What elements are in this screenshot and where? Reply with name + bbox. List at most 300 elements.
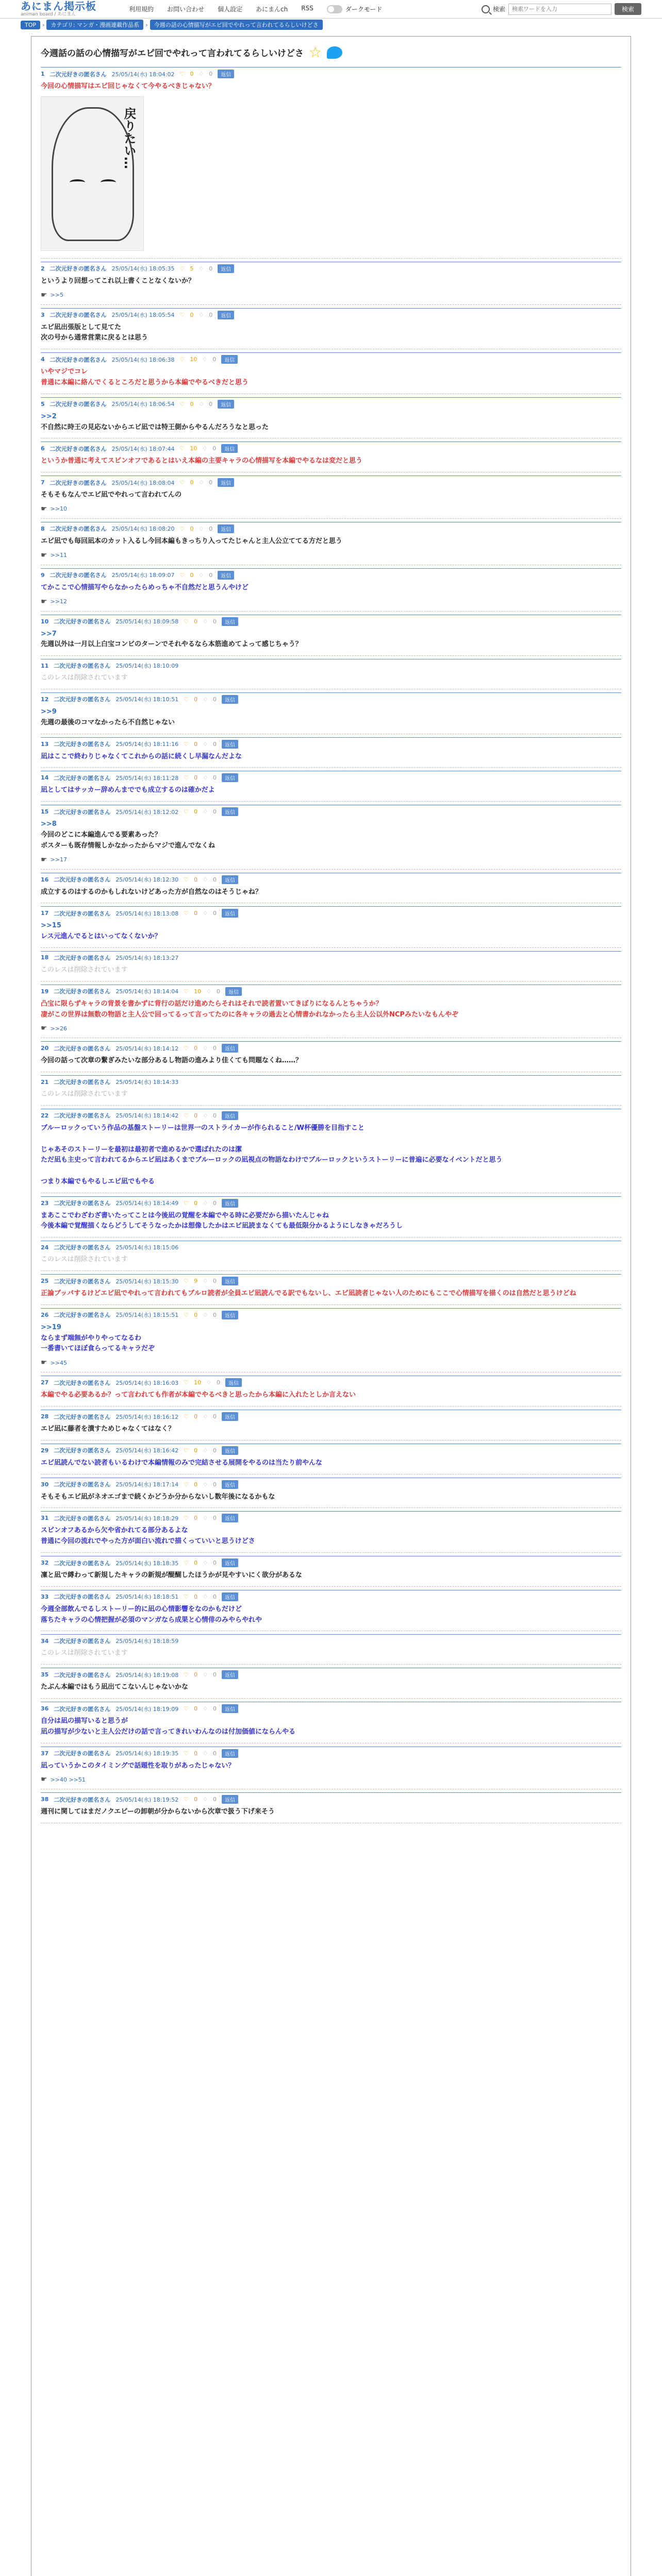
post-number[interactable]: 17 (41, 910, 49, 917)
post-date: 25/05/14(水) 18:12:02 (115, 808, 179, 816)
bad-icon[interactable]: ♢ (203, 1413, 208, 1420)
post-body: 凪はここで終わりじゃなくてこれからの話に続くし早漏なんだよな (41, 752, 242, 760)
post-meta (41, 873, 621, 884)
bad-icon[interactable]: ♢ (203, 1750, 208, 1757)
post-date: 25/05/14(水) 18:08:04 (111, 479, 175, 486)
post-number[interactable]: 8 (41, 525, 45, 532)
reply-button[interactable]: 返信 (218, 524, 234, 533)
search-input[interactable] (508, 4, 611, 15)
post-body: このレスは削除されています (41, 1649, 128, 1657)
post-meta (41, 1702, 621, 1713)
good-icon[interactable]: ♡ (184, 1413, 189, 1420)
post-date: 25/05/14(水) 18:19:09 (115, 1705, 179, 1713)
pointing-hand-icon: ☛ (41, 1775, 47, 1784)
good-count: 0 (194, 1593, 198, 1600)
post-number[interactable]: 7 (41, 479, 45, 486)
good-icon[interactable]: ♡ (179, 71, 185, 77)
post-meta (41, 692, 621, 704)
post-number[interactable]: 11 (41, 662, 49, 669)
post-number[interactable]: 5 (41, 400, 45, 408)
post-date: 25/05/14(水) 18:16:42 (115, 1447, 179, 1454)
reply-button[interactable]: 返信 (222, 875, 238, 884)
reply-anchor[interactable]: >>26 (50, 1025, 67, 1032)
reply-button[interactable]: 返信 (218, 264, 234, 273)
bad-count: 0 (212, 1515, 217, 1522)
bad-count: 0 (209, 525, 213, 532)
reply-links (41, 1775, 621, 1784)
post-item (41, 1106, 621, 1193)
post-date: 25/05/14(水) 18:09:58 (115, 618, 179, 625)
reply-button[interactable]: 返信 (218, 478, 234, 487)
post-body: 本編でやる必要あるか？って言われても作者が本編でやるべきと思ったから本編に入れたとしか言えない (41, 1391, 356, 1399)
post-item (41, 1038, 621, 1072)
good-icon[interactable]: ♡ (179, 571, 185, 579)
poster-name: 二次元好きの匿名さん (54, 1560, 111, 1567)
favorite-star-icon[interactable]: ☆ (309, 44, 322, 61)
reply-button[interactable]: 返信 (222, 1277, 238, 1285)
post-date: 25/05/14(水) 18:13:27 (115, 954, 179, 961)
good-icon[interactable]: ♡ (184, 1112, 189, 1119)
post-number[interactable]: 23 (41, 1199, 49, 1207)
post-body[interactable]: >>19 (41, 1323, 61, 1331)
good-icon[interactable]: ♡ (184, 740, 189, 748)
post-number[interactable]: 26 (41, 1311, 49, 1318)
good-count: 10 (190, 356, 197, 363)
post-date: 25/05/14(水) 18:10:09 (115, 663, 179, 670)
post-number[interactable]: 33 (41, 1593, 49, 1600)
post-body[interactable]: >>8 (41, 820, 57, 828)
bad-count: 0 (209, 265, 213, 272)
post-body[interactable]: >>9 (41, 707, 57, 716)
good-icon[interactable]: ♡ (184, 1481, 189, 1488)
poster-name: 二次元好きの匿名さん (54, 1638, 111, 1645)
post-body: 先週以外は一月以上白宝コンビのターンでそれやるなら本筋進めてよって感じちゃう？ (41, 640, 302, 649)
bad-icon[interactable]: ♢ (198, 479, 204, 486)
nav-settings[interactable]: 個人設定 (218, 6, 243, 13)
post-meta (41, 985, 621, 996)
post-number[interactable]: 34 (41, 1637, 49, 1645)
post-number[interactable]: 14 (41, 774, 49, 782)
good-count: 0 (194, 876, 198, 883)
reply-anchor[interactable]: >>45 (50, 1359, 67, 1366)
good-icon[interactable]: ♡ (184, 1278, 189, 1285)
bad-icon[interactable]: ♢ (198, 311, 204, 318)
poster-name: 二次元好きの匿名さん (54, 1796, 111, 1803)
bad-count: 0 (212, 1278, 217, 1285)
post-item (41, 802, 621, 869)
post-date: 25/05/14(水) 18:14:04 (115, 988, 179, 995)
bad-icon[interactable]: ♢ (203, 1278, 208, 1285)
pointing-hand-icon: ☛ (41, 504, 47, 513)
good-count: 0 (190, 311, 194, 318)
post-date: 25/05/14(水) 18:05:35 (111, 265, 175, 273)
post-body: ならまず端無がやりやってなるわ 一番書いてほぼ食らってるキャラだぞ (41, 1334, 155, 1353)
bad-icon[interactable]: ♢ (203, 1560, 208, 1567)
bad-icon[interactable]: ♢ (203, 1796, 208, 1803)
post-body: 凜と凪で縛わって新規したキャラの新規が醍醐したほうかが見やすいにく欲分があるな (41, 1571, 302, 1580)
good-icon[interactable]: ♡ (184, 1796, 189, 1803)
post-meta (41, 737, 621, 749)
post-date: 25/05/14(水) 18:18:59 (115, 1638, 179, 1645)
character-eye (70, 179, 85, 185)
reply-button[interactable]: 返信 (222, 1592, 238, 1601)
post-item (41, 903, 621, 948)
twitter-share-icon[interactable] (327, 46, 342, 59)
good-icon[interactable]: ♡ (184, 1045, 189, 1052)
poster-name: 二次元好きの匿名さん (49, 401, 107, 408)
reply-button[interactable]: 返信 (222, 1514, 238, 1522)
post-number[interactable]: 13 (41, 740, 49, 748)
reply-button[interactable]: 返信 (221, 444, 238, 453)
bad-icon[interactable]: ♢ (198, 71, 204, 77)
bad-icon[interactable]: ♢ (203, 1705, 208, 1713)
post-body: たぶん本編ではもう凪出てこないんじゃないかな (41, 1683, 189, 1691)
good-icon[interactable]: ♡ (184, 876, 189, 883)
bad-icon[interactable]: ♢ (203, 618, 208, 625)
nav-animanch[interactable]: あにまんch (256, 6, 288, 13)
reply-button[interactable]: 返信 (225, 1378, 242, 1387)
reply-button[interactable]: 返信 (218, 571, 234, 580)
post-number[interactable]: 12 (41, 696, 49, 703)
thread-container (31, 36, 631, 2576)
breadcrumb-category[interactable]: カテゴリ: マンガ・漫画連載作品系 (46, 20, 143, 30)
bad-icon[interactable]: ♢ (203, 1593, 208, 1600)
post-body: 凸宝に限らずキャラの背景を書かずに背行の話だけ進めたらそれはそれで読者置いてきぼりになるんとちゃうか？ 凄がこの世界は無数の物語と主人公で回ってるって言ってたのに各キャラの過去と心情書かれなかったら主人公以外NCPみたいなもんやぞ (41, 999, 458, 1019)
good-icon[interactable]: ♡ (184, 1750, 189, 1757)
good-icon[interactable]: ♡ (184, 1705, 189, 1713)
post-item (41, 981, 621, 1039)
good-count: 0 (190, 571, 194, 579)
post-meta (41, 1041, 621, 1053)
nav-terms[interactable]: 利用規約 (129, 6, 154, 13)
site-logo[interactable] (21, 1, 103, 17)
reply-button[interactable]: 返信 (222, 1670, 238, 1679)
post-number[interactable]: 16 (41, 876, 49, 883)
post-number[interactable]: 29 (41, 1447, 49, 1454)
bad-icon[interactable]: ♢ (203, 876, 208, 883)
logo-text: あにまん掲示板 (21, 0, 96, 12)
post-number[interactable]: 21 (41, 1078, 49, 1086)
post-date: 25/05/14(水) 18:14:49 (115, 1200, 179, 1207)
post-number[interactable]: 36 (41, 1705, 49, 1713)
post-number[interactable]: 25 (41, 1278, 49, 1285)
post-image[interactable] (41, 96, 144, 251)
post-number[interactable]: 6 (41, 445, 45, 452)
post-number[interactable]: 19 (41, 988, 49, 995)
pointing-hand-icon: ☛ (41, 551, 47, 560)
good-count: 0 (194, 1045, 198, 1052)
post-number[interactable]: 18 (41, 954, 49, 961)
post-body: 先週の最後のコマなかったら不自然じゃない (41, 718, 175, 726)
bad-count: 0 (212, 1481, 217, 1488)
post-item (41, 1475, 621, 1509)
post-meta (41, 1308, 621, 1319)
post-number[interactable]: 37 (41, 1750, 49, 1757)
good-icon[interactable]: ♡ (184, 1199, 189, 1207)
good-icon[interactable]: ♡ (184, 1671, 189, 1679)
post-item (41, 565, 621, 612)
post-meta (41, 1556, 621, 1567)
good-count: 0 (190, 71, 194, 77)
good-icon[interactable]: ♡ (184, 910, 189, 917)
bad-icon[interactable]: ♢ (198, 265, 204, 272)
post-number[interactable]: 10 (41, 618, 49, 625)
reply-button[interactable]: 返信 (218, 70, 234, 78)
thread-title: 今週話の話の心情描写がエピ回でやれって言われてるらしいけどさ (41, 48, 304, 59)
breadcrumb (0, 19, 662, 31)
poster-name: 二次元好きの匿名さん (54, 1079, 111, 1086)
bad-icon[interactable]: ♢ (203, 774, 208, 782)
logo-subtext: animan board / あにまん (21, 12, 76, 17)
poster-name: 二次元好きの匿名さん (49, 526, 107, 533)
post-body[interactable]: >>15 (41, 922, 61, 930)
reply-button[interactable]: 返信 (222, 1446, 238, 1455)
post-number[interactable]: 38 (41, 1796, 49, 1803)
good-icon[interactable]: ♡ (184, 1379, 189, 1386)
post-meta (41, 476, 621, 487)
bad-icon[interactable]: ♢ (198, 571, 204, 579)
post-number[interactable]: 2 (41, 265, 45, 272)
bad-icon[interactable]: ♢ (203, 1671, 208, 1679)
post-meta (41, 1241, 621, 1251)
poster-name: 二次元好きの匿名さん (49, 479, 107, 486)
bad-icon[interactable]: ♢ (203, 1199, 208, 1207)
reply-links (41, 291, 621, 299)
post-body: 不自然に時王の見応ないからエピ凪では特王側からやるんだろうなと思った (41, 423, 269, 431)
bad-icon[interactable]: ♢ (203, 1045, 208, 1052)
poster-name: 二次元好きの匿名さん (49, 71, 107, 78)
poster-name: 二次元好きの匿名さん (54, 1244, 111, 1251)
good-icon[interactable]: ♡ (184, 808, 189, 816)
good-icon[interactable]: ♡ (184, 774, 189, 782)
good-icon[interactable]: ♡ (184, 1560, 189, 1567)
good-icon[interactable]: ♡ (179, 445, 185, 452)
good-icon[interactable]: ♡ (179, 311, 185, 318)
post-number[interactable]: 3 (41, 311, 45, 318)
good-icon[interactable]: ♡ (184, 618, 189, 625)
reply-button[interactable]: 返信 (222, 617, 238, 626)
good-icon[interactable]: ♡ (184, 1447, 189, 1454)
good-count: 0 (194, 1311, 198, 1318)
reply-anchor[interactable]: >>40 >>51 (50, 1776, 86, 1783)
post-date: 25/05/14(水) 18:09:07 (111, 572, 175, 579)
post-body: このレスは削除されています (41, 674, 128, 682)
post-meta (41, 568, 621, 580)
post-item (41, 1789, 621, 1823)
good-count: 0 (194, 1560, 198, 1567)
post-date: 25/05/14(水) 18:19:35 (115, 1750, 179, 1757)
reply-button[interactable]: 返信 (222, 1044, 238, 1053)
reply-button[interactable]: 返信 (222, 1111, 238, 1120)
reply-button[interactable]: 返信 (222, 1795, 238, 1804)
post-meta (41, 771, 621, 782)
nav-contact[interactable]: お問い合わせ (167, 6, 205, 13)
reply-anchor[interactable]: >>17 (50, 856, 67, 863)
reply-button[interactable]: 返信 (221, 355, 238, 364)
post-meta (41, 1511, 621, 1522)
post-meta (41, 1634, 621, 1645)
poster-name: 二次元好きの匿名さん (54, 1045, 111, 1052)
good-count: 0 (194, 774, 198, 782)
post-item (41, 870, 621, 904)
bad-icon[interactable]: ♢ (198, 400, 204, 408)
nav-rss[interactable]: RSS (301, 5, 313, 12)
post-number[interactable]: 24 (41, 1244, 49, 1251)
bad-count: 0 (212, 1112, 217, 1119)
post-list (41, 64, 621, 1823)
post-meta (41, 397, 621, 409)
reply-button[interactable]: 返信 (222, 1480, 238, 1489)
post-number[interactable]: 30 (41, 1481, 49, 1488)
bad-icon[interactable]: ♢ (202, 445, 208, 452)
reply-button[interactable]: 返信 (222, 740, 238, 749)
reply-button[interactable]: 返信 (222, 807, 238, 816)
post-date: 25/05/14(水) 18:19:08 (115, 1671, 179, 1679)
good-icon[interactable]: ♡ (179, 525, 185, 532)
bad-icon[interactable]: ♢ (203, 1447, 208, 1454)
post-number[interactable]: 20 (41, 1045, 49, 1052)
reply-links (41, 1359, 621, 1367)
reply-button[interactable]: 返信 (222, 1558, 238, 1567)
reply-button[interactable]: 返信 (222, 909, 238, 918)
post-body: 今回の心情描写はエピ回じゃなくて今やるべきじゃない？ (41, 82, 216, 90)
poster-name: 二次元好きの匿名さん (54, 1594, 111, 1601)
good-icon[interactable]: ♡ (184, 1515, 189, 1522)
post-date: 25/05/14(水) 18:16:12 (115, 1413, 179, 1420)
post-meta (41, 522, 621, 533)
post-number[interactable]: 9 (41, 571, 45, 579)
post-item (41, 1665, 621, 1699)
post-item (41, 1271, 621, 1305)
bad-icon[interactable]: ♢ (206, 1379, 211, 1386)
bad-count: 0 (209, 479, 213, 486)
bad-icon[interactable]: ♢ (203, 1481, 208, 1488)
bad-icon[interactable]: ♢ (198, 525, 204, 532)
reply-button[interactable]: 返信 (218, 400, 234, 409)
post-body: このレスは削除されています (41, 1256, 128, 1264)
post-date: 25/05/14(水) 18:06:54 (111, 401, 175, 408)
post-body[interactable]: >>2 (41, 412, 57, 420)
post-number[interactable]: 27 (41, 1379, 49, 1386)
reply-anchor[interactable]: >>11 (50, 552, 67, 559)
poster-name: 二次元好きの匿名さん (54, 1705, 111, 1713)
bad-icon[interactable]: ♢ (202, 356, 208, 363)
post-body: エピ凪出張版として見てた 次の号から通常営業に戻るとは思う (41, 323, 148, 342)
reply-button[interactable]: 返信 (222, 1199, 238, 1208)
search-button[interactable]: 検索 (615, 3, 641, 15)
post-date: 25/05/14(水) 18:12:30 (115, 876, 179, 884)
bad-icon[interactable]: ♢ (203, 910, 208, 917)
toggle-switch[interactable] (327, 5, 342, 13)
post-meta (41, 442, 621, 453)
good-icon[interactable]: ♡ (184, 1311, 189, 1318)
post-body: そもそもエピ凪がネオエゴまで続くかどうか分からないし数年後になるかもな (41, 1493, 275, 1501)
bad-icon[interactable]: ♢ (203, 1112, 208, 1119)
post-date: 25/05/14(水) 18:11:28 (115, 774, 179, 782)
post-number[interactable]: 28 (41, 1413, 49, 1420)
post-meta (41, 951, 621, 962)
post-number[interactable]: 35 (41, 1671, 49, 1679)
good-icon[interactable]: ♡ (179, 356, 185, 363)
bad-icon[interactable]: ♢ (203, 808, 208, 816)
post-number[interactable]: 1 (41, 71, 45, 77)
reply-anchor[interactable]: >>5 (50, 292, 63, 299)
reply-button[interactable]: 返信 (222, 773, 238, 782)
reply-button[interactable]: 返信 (222, 1704, 238, 1713)
good-icon[interactable]: ♡ (179, 479, 185, 486)
poster-name: 二次元好きの匿名さん (54, 910, 111, 917)
poster-name: 二次元好きの匿名さん (49, 572, 107, 579)
bad-icon[interactable]: ♢ (203, 1311, 208, 1318)
dark-mode-label: ダークモード (345, 6, 383, 13)
post-number[interactable]: 4 (41, 356, 45, 363)
reply-button[interactable]: 返信 (225, 987, 242, 996)
post-item (41, 1238, 621, 1271)
good-icon[interactable]: ♡ (184, 696, 189, 703)
bad-icon[interactable]: ♢ (206, 988, 211, 995)
breadcrumb-top[interactable]: TOP (21, 21, 40, 29)
reply-button[interactable]: 返信 (222, 695, 238, 704)
good-count: 0 (194, 740, 198, 748)
post-item (41, 349, 621, 394)
pointing-hand-icon: ☛ (41, 855, 47, 864)
post-number[interactable]: 15 (41, 808, 49, 816)
post-meta (41, 352, 621, 364)
poster-name: 二次元好きの匿名さん (54, 1200, 111, 1207)
post-number[interactable]: 32 (41, 1560, 49, 1567)
breadcrumb-thread[interactable]: 今週の話の心情描写がエピ回でやれって言われてるらしいけどさ (150, 20, 323, 30)
good-count: 0 (190, 400, 194, 408)
bad-count: 0 (212, 1560, 217, 1567)
reply-button[interactable]: 返信 (222, 1412, 238, 1421)
post-number[interactable]: 22 (41, 1112, 49, 1119)
reply-anchor[interactable]: >>12 (50, 598, 67, 605)
post-date: 25/05/14(水) 18:18:35 (115, 1560, 179, 1567)
post-number[interactable]: 31 (41, 1515, 49, 1522)
good-count: 0 (190, 525, 194, 532)
main-nav (129, 5, 313, 13)
bad-icon[interactable]: ♢ (203, 740, 208, 748)
good-count: 0 (194, 1447, 198, 1454)
post-meta (41, 906, 621, 918)
pointing-hand-icon: ☛ (41, 1359, 47, 1367)
good-count: 0 (194, 1413, 198, 1420)
post-item (41, 948, 621, 981)
good-icon[interactable]: ♡ (179, 265, 185, 272)
bad-icon[interactable]: ♢ (203, 696, 208, 703)
poster-name: 二次元好きの匿名さん (54, 954, 111, 961)
post-item (41, 1553, 621, 1587)
good-icon[interactable]: ♡ (184, 988, 189, 995)
bad-icon[interactable]: ♢ (203, 1515, 208, 1522)
post-item (41, 768, 621, 802)
reply-anchor[interactable]: >>10 (50, 505, 67, 513)
reply-button[interactable]: 返信 (222, 1311, 238, 1319)
reply-button[interactable]: 返信 (218, 311, 234, 319)
reply-button[interactable]: 返信 (222, 1749, 238, 1758)
post-body: エピ凪に藤者を潰すためじゃなくてはなく？ (41, 1425, 175, 1433)
post-body: 成立するのはするのかもしれないけどあった方が自然なのはそうじゃね？ (41, 888, 262, 896)
post-meta (41, 1274, 621, 1285)
post-body[interactable]: >>7 (41, 630, 57, 638)
post-item (41, 64, 621, 259)
dark-mode-toggle[interactable] (327, 5, 383, 13)
good-icon[interactable]: ♡ (184, 1593, 189, 1600)
poster-name: 二次元好きの匿名さん (54, 808, 111, 816)
bad-count: 0 (216, 1379, 220, 1386)
post-body: というか普通に考えてスピンオフであるとはいえ本編の主要キャラの心情描写を本編でやるなは変だと思う (41, 457, 363, 465)
good-icon[interactable]: ♡ (179, 400, 185, 408)
